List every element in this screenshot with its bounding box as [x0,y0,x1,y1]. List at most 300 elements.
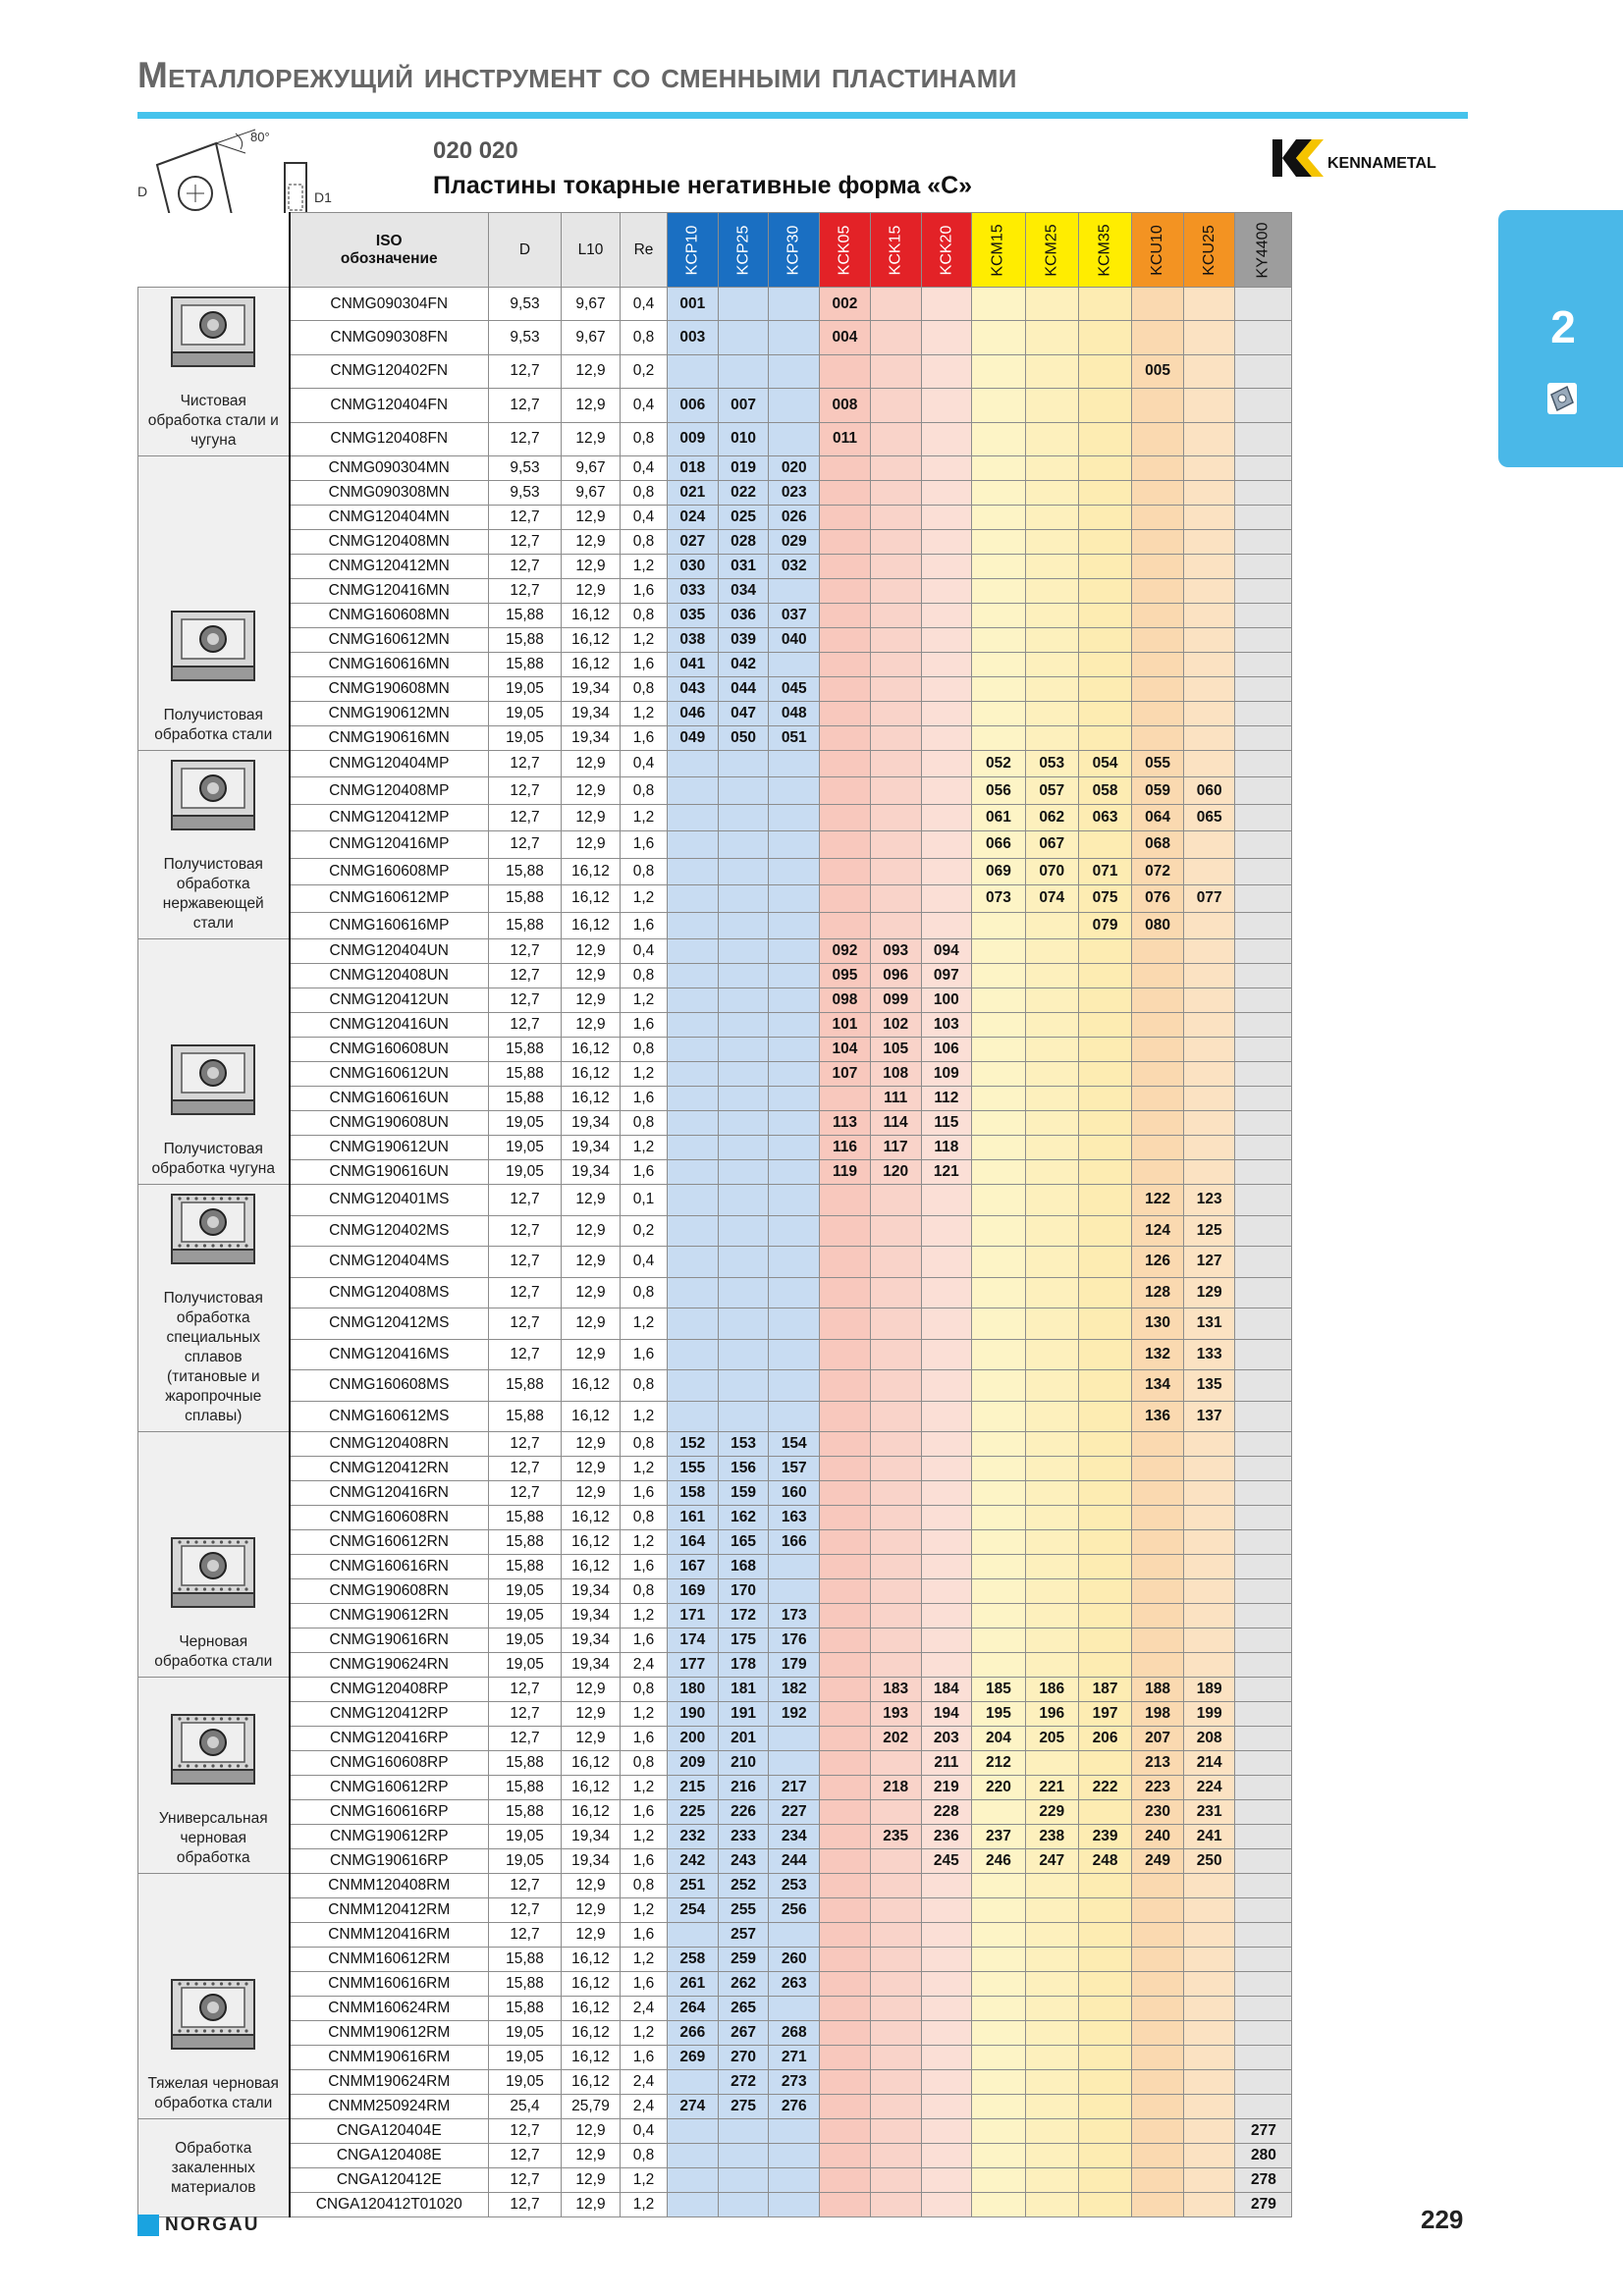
grade-cell [972,1579,1025,1604]
grade-cell [921,628,972,653]
grade-cell: 125 [1183,1215,1235,1247]
grade-cell: 215 [668,1776,719,1800]
grade-cell [921,1898,972,1923]
grade-cell: 190 [668,1702,719,1727]
grade-cell [718,1370,769,1402]
grade-cell [1235,988,1292,1013]
dim-d: 12,7 [489,751,562,777]
dim-d: 15,88 [489,1087,562,1111]
grade-cell: 036 [718,604,769,628]
dim-d: 12,7 [489,1702,562,1727]
grade-cell: 232 [668,1825,719,1849]
grade-cell [718,964,769,988]
grade-cell [921,1277,972,1308]
grade-cell [972,2021,1025,2046]
grade-cell [921,1481,972,1506]
grade-cell: 103 [921,1013,972,1038]
grade-cell [718,831,769,858]
grade-cell [1078,2119,1131,2144]
dim-d: 15,88 [489,628,562,653]
grade-cell [820,1579,871,1604]
dim-d: 12,7 [489,1339,562,1370]
grade-cell [870,354,921,388]
grade-cell [972,1401,1025,1432]
grade-cell [1235,677,1292,702]
grade-cell [1183,1160,1235,1185]
grade-cell: 255 [718,1898,769,1923]
table-row [138,1800,1292,1825]
grade-cell: 162 [718,1506,769,1530]
grade-cell: 005 [1132,354,1184,388]
dim-re: 0,4 [621,1247,668,1278]
dim-l10: 12,9 [562,1013,621,1038]
table-row [138,2046,1292,2070]
dim-d: 12,7 [489,1898,562,1923]
grade-cell [1183,1604,1235,1629]
grade-cell [1132,964,1184,988]
grade-cell [870,1898,921,1923]
iso-code: CNMG160608RP [290,1751,489,1776]
grade-cell [1078,2095,1131,2119]
grade-cell: 262 [718,1972,769,1997]
grade-cell [1235,1972,1292,1997]
header-iso: ISO обозначение [290,213,489,288]
dim-l10: 12,9 [562,751,621,777]
grade-cell: 257 [718,1923,769,1948]
grade-cell [718,1136,769,1160]
grade-cell: 251 [668,1874,719,1898]
grade-cell [972,677,1025,702]
svg-text:D: D [137,184,148,199]
grade-cell [972,1432,1025,1457]
grade-cell [718,1013,769,1038]
table-row [138,389,1292,422]
grade-cell [820,1604,871,1629]
grade-cell [1183,1062,1235,1087]
grade-cell [820,751,871,777]
grade-cell: 279 [1235,2193,1292,2217]
grade-cell: 130 [1132,1308,1184,1340]
grade-cell: 210 [718,1751,769,1776]
dim-d: 12,7 [489,777,562,804]
grade-cell [921,2168,972,2193]
grade-cell: 045 [769,677,820,702]
grade-cell [1132,1604,1184,1629]
grade-cell [870,1432,921,1457]
grade-cell [1078,1604,1131,1629]
grade-cell [1235,831,1292,858]
grade-cell: 186 [1025,1678,1078,1702]
grade-cell [1235,354,1292,388]
grade-cell [1183,702,1235,726]
grade-cell: 223 [1132,1776,1184,1800]
dim-re: 1,6 [621,1629,668,1653]
grade-cell: 073 [972,885,1025,912]
dim-d: 15,88 [489,1530,562,1555]
dim-d: 19,05 [489,2021,562,2046]
grade-cell [1235,1481,1292,1506]
grade-cell [1235,1751,1292,1776]
grade-cell [769,1038,820,1062]
dim-l10: 12,9 [562,579,621,604]
dim-re: 1,2 [621,1062,668,1087]
grade-cell: 029 [769,530,820,555]
table-row [138,653,1292,677]
grade-cell [1078,964,1131,988]
grade-cell: 189 [1183,1678,1235,1702]
grade-cell: 120 [870,1160,921,1185]
grade-cell: 042 [718,653,769,677]
grade-cell: 067 [1025,831,1078,858]
dim-d: 19,05 [489,1825,562,1849]
table-row [138,1629,1292,1653]
dim-d: 15,88 [489,1038,562,1062]
grade-cell: 104 [820,1038,871,1062]
dim-l10: 12,9 [562,804,621,830]
grade-cell [1235,1727,1292,1751]
header-grade: KCP10 [668,213,719,288]
grade-cell: 062 [1025,804,1078,830]
grade-cell [820,1653,871,1678]
grade-cell: 068 [1132,831,1184,858]
grade-cell: 206 [1078,1727,1131,1751]
grade-cell [1132,604,1184,628]
dim-d: 9,53 [489,481,562,506]
grade-cell [718,777,769,804]
grade-cell [972,1555,1025,1579]
dim-re: 0,8 [621,1111,668,1136]
grade-cell [1025,1481,1078,1506]
grade-cell [1132,1013,1184,1038]
grade-cell [921,555,972,579]
grade-cell [1132,288,1184,321]
grade-cell [1025,1401,1078,1432]
grade-cell: 167 [668,1555,719,1579]
dim-l10: 19,34 [562,1579,621,1604]
grade-cell [921,506,972,530]
grade-cell: 269 [668,2046,719,2070]
dim-d: 12,7 [489,422,562,455]
grade-cell [1183,555,1235,579]
grade-cell [1183,1923,1235,1948]
dim-l10: 12,9 [562,1923,621,1948]
dim-l10: 12,9 [562,1247,621,1278]
grade-cell [1132,1555,1184,1579]
grade-cell [1183,912,1235,938]
grade-cell [668,2193,719,2217]
grade-cell [820,1898,871,1923]
table-row [138,964,1292,988]
table-row [138,1432,1292,1457]
dim-l10: 16,12 [562,912,621,938]
iso-code: CNMM160616RM [290,1972,489,1997]
grade-cell [1025,2046,1078,2070]
grade-cell [1078,1160,1131,1185]
grade-cell: 182 [769,1678,820,1702]
grade-cell [1235,321,1292,354]
dim-d: 19,05 [489,1653,562,1678]
grade-cell [820,1727,871,1751]
grade-cell [1132,321,1184,354]
dim-re: 1,2 [621,1308,668,1340]
dim-re: 1,2 [621,1776,668,1800]
grade-cell [1235,481,1292,506]
dim-d: 15,88 [489,1401,562,1432]
grade-cell [870,1629,921,1653]
grade-cell [1025,2144,1078,2168]
grade-cell: 201 [718,1727,769,1751]
grade-cell [870,1923,921,1948]
dim-re: 1,6 [621,1555,668,1579]
grade-cell [820,1825,871,1849]
table-row [138,2193,1292,2217]
grade-cell: 106 [921,1038,972,1062]
grade-cell [921,751,972,777]
group-label: Обработка закаленных материалов [171,2139,256,2196]
title-rule [137,112,1468,119]
dim-re: 1,2 [621,2193,668,2217]
grade-cell: 072 [1132,858,1184,884]
grade-cell: 179 [769,1653,820,1678]
group-label: Чистовая обработка стали и чугуна [147,393,279,449]
grade-cell [1025,1530,1078,1555]
grade-cell: 095 [820,964,871,988]
grade-cell: 040 [769,628,820,653]
grade-cell [1078,1215,1131,1247]
grade-cell: 234 [769,1825,820,1849]
table-row [138,1776,1292,1800]
grade-cell [1183,1481,1235,1506]
dim-l10: 16,12 [562,858,621,884]
grade-cell [1132,988,1184,1013]
grade-cell [820,354,871,388]
dim-l10: 16,12 [562,2021,621,2046]
grade-cell: 154 [769,1432,820,1457]
grade-cell [1183,1506,1235,1530]
dim-l10: 12,9 [562,2144,621,2168]
iso-code: CNMG120412RN [290,1457,489,1481]
grade-cell [769,1277,820,1308]
grade-cell: 074 [1025,885,1078,912]
grade-cell [668,354,719,388]
iso-code: CNGA120408E [290,2144,489,2168]
grade-cell [972,1215,1025,1247]
dim-re: 0,8 [621,858,668,884]
grade-cell: 236 [921,1825,972,1849]
dim-l10: 16,12 [562,653,621,677]
grade-cell [718,804,769,830]
grade-cell [1132,579,1184,604]
iso-code: CNMG190616MN [290,726,489,751]
grade-cell [1235,1776,1292,1800]
grade-cell [1025,1062,1078,1087]
grade-cell [921,2046,972,2070]
grade-cell: 071 [1078,858,1131,884]
dim-d: 12,7 [489,1481,562,1506]
grade-cell [1132,1457,1184,1481]
grade-cell [1235,1702,1292,1727]
grade-cell: 135 [1183,1370,1235,1402]
dim-d: 15,88 [489,1751,562,1776]
dim-d: 12,7 [489,389,562,422]
group-cell [138,2119,290,2217]
grade-cell [769,1997,820,2021]
grade-cell [1235,1111,1292,1136]
dim-d: 12,7 [489,964,562,988]
grade-cell [1183,831,1235,858]
grade-cell: 060 [1183,777,1235,804]
dim-l10: 12,9 [562,1277,621,1308]
grade-cell [769,1087,820,1111]
grade-cell [870,702,921,726]
grade-cell [769,354,820,388]
grade-cell [1132,1087,1184,1111]
grade-cell [1235,1629,1292,1653]
grade-cell [668,1339,719,1370]
header-grade: KCP30 [769,213,820,288]
iso-code: CNMG160616UN [290,1087,489,1111]
grade-cell: 099 [870,988,921,1013]
dim-re: 1,6 [621,1800,668,1825]
grade-cell: 192 [769,1702,820,1727]
dim-d: 15,88 [489,1948,562,1972]
grade-cell: 275 [718,2095,769,2119]
grade-cell [870,456,921,481]
table-row [138,1948,1292,1972]
table-row [138,1038,1292,1062]
dim-l10: 16,12 [562,628,621,653]
grade-cell [820,1555,871,1579]
grade-cell: 077 [1183,885,1235,912]
dim-d: 12,7 [489,831,562,858]
grade-cell [1183,1136,1235,1160]
group-cell [138,939,290,1185]
grade-cell [1025,555,1078,579]
dim-re: 1,2 [621,1604,668,1629]
iso-code: CNMG160608MS [290,1370,489,1402]
iso-code: CNMG120401MS [290,1185,489,1216]
table-row [138,1247,1292,1278]
dim-re: 0,8 [621,677,668,702]
grade-cell [1025,1948,1078,1972]
grade-cell [1025,389,1078,422]
dim-l10: 19,34 [562,702,621,726]
table-row [138,481,1292,506]
grade-cell [820,1629,871,1653]
dim-d: 25,4 [489,2095,562,2119]
section-tab[interactable] [1498,210,1623,467]
dim-d: 15,88 [489,1370,562,1402]
grade-cell: 127 [1183,1247,1235,1278]
grade-cell: 220 [972,1776,1025,1800]
grade-cell [1132,702,1184,726]
grade-cell [972,422,1025,455]
grade-cell [769,288,820,321]
grade-cell [870,653,921,677]
table-row [138,1923,1292,1948]
grade-cell: 222 [1078,1776,1131,1800]
iso-code: CNMG090308MN [290,481,489,506]
grade-cell: 055 [1132,751,1184,777]
grade-cell: 280 [1235,2144,1292,2168]
dim-d: 12,7 [489,1432,562,1457]
grade-cell [1078,321,1131,354]
grade-cell [1078,481,1131,506]
dim-re: 0,8 [621,604,668,628]
grade-cell: 131 [1183,1308,1235,1340]
dim-re: 2,4 [621,2070,668,2095]
grade-cell: 035 [668,604,719,628]
grade-cell [1078,2046,1131,2070]
dim-d: 15,88 [489,1506,562,1530]
table-row [138,885,1292,912]
grade-cell [1078,2144,1131,2168]
grade-cell [820,1997,871,2021]
grade-cell: 199 [1183,1702,1235,1727]
grade-cell: 217 [769,1776,820,1800]
grade-cell: 181 [718,1678,769,1702]
table-row [138,858,1292,884]
iso-code: CNMG190608UN [290,1111,489,1136]
dim-re: 1,2 [621,555,668,579]
grade-cell: 076 [1132,885,1184,912]
grade-cell [870,1579,921,1604]
dim-re: 1,6 [621,1481,668,1506]
table-row [138,2095,1292,2119]
grade-cell [870,751,921,777]
dim-re: 1,6 [621,1160,668,1185]
dim-d: 19,05 [489,1849,562,1874]
grade-cell [972,1247,1025,1278]
grade-cell [1078,530,1131,555]
grade-cell [972,1062,1025,1087]
grade-cell [718,2168,769,2193]
grade-cell [668,1038,719,1062]
grade-cell: 204 [972,1727,1025,1751]
grade-cell [1132,677,1184,702]
grade-cell [1078,1277,1131,1308]
table-row [138,1849,1292,1874]
table-row [138,1087,1292,1111]
grade-cell [1078,288,1131,321]
dim-l10: 12,9 [562,555,621,579]
grade-cell [1132,1530,1184,1555]
iso-code: CNMG120416MP [290,831,489,858]
grade-cell [820,677,871,702]
table-row [138,1013,1292,1038]
grade-cell [820,1370,871,1402]
dim-d: 12,7 [489,2168,562,2193]
grade-cell [1078,1555,1131,1579]
dim-l10: 12,9 [562,2193,621,2217]
iso-code: CNMM160612RM [290,1948,489,1972]
grade-cell: 187 [1078,1678,1131,1702]
grade-cell: 124 [1132,1215,1184,1247]
grade-cell [1183,1898,1235,1923]
iso-code: CNMG190612RN [290,1604,489,1629]
iso-code: CNMG120416UN [290,1013,489,1038]
grade-cell [1078,1972,1131,1997]
iso-code: CNMG190616RN [290,1629,489,1653]
grade-cell [1183,1997,1235,2021]
iso-code: CNMG190616RP [290,1849,489,1874]
grade-cell [820,1308,871,1340]
table-row [138,1972,1292,1997]
grade-cell [1025,1653,1078,1678]
grade-cell [972,321,1025,354]
grade-cell: 178 [718,1653,769,1678]
table-row [138,988,1292,1013]
